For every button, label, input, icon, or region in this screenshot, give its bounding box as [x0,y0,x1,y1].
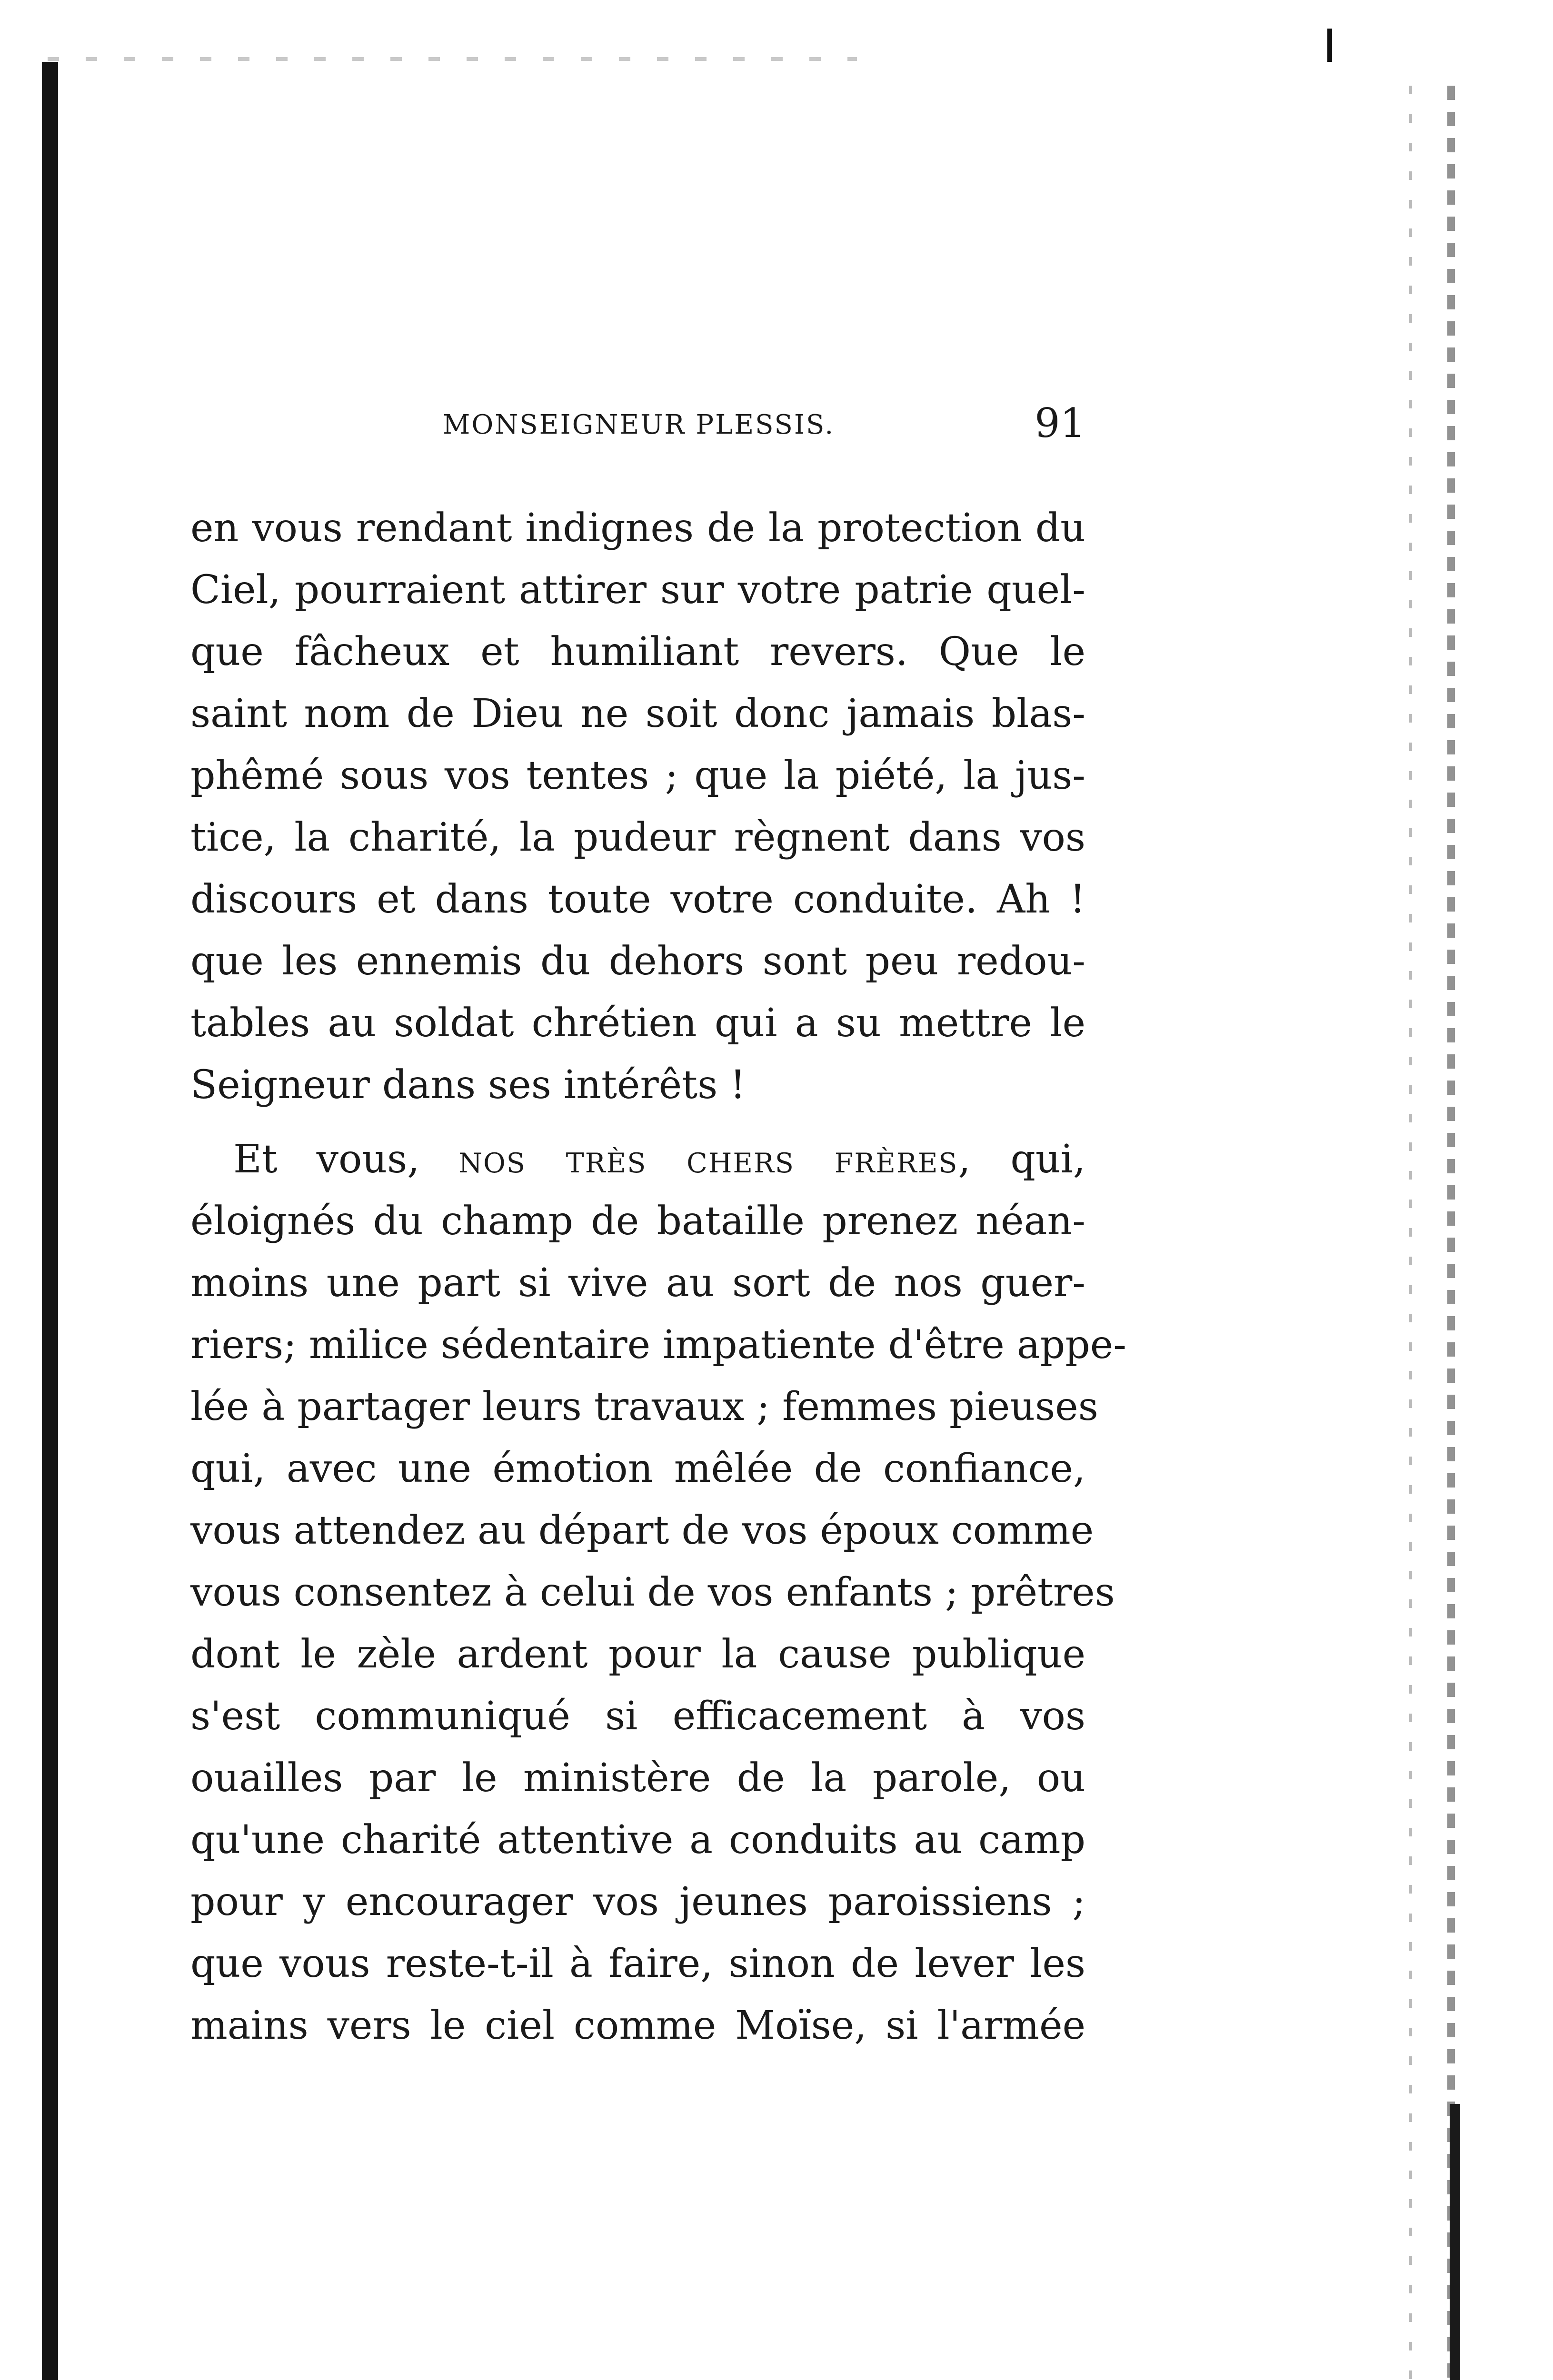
text-line: mains vers le ciel comme Moïse, si l'armée [190,2003,1085,2048]
text-line: éloignés du champ de bataille prenez néan- [190,1199,1085,1244]
scan-top-edge [48,57,857,61]
text-line: moins une part si vive au sort de nos guer- [190,1260,1085,1306]
text-line: vous attendez au départ de vos époux comme [190,1508,1094,1553]
text-line: lée à partager leurs travaux ; femmes pieuses [190,1384,1098,1429]
text-line: que vous reste-t-il à faire, sinon de lever les [190,1941,1085,1986]
text-line: ouailles par le ministère de la parole, ou [190,1755,1085,1801]
text-line: qu'une charité attentive a conduits au camp [190,1817,1085,1863]
text-line: Ciel, pourraient attirer sur votre patrie quel- [190,567,1085,613]
scan-mark [1327,29,1332,62]
paragraph-gap [190,1116,1085,1129]
paragraph-2 [190,1129,1126,2057]
text-line: saint nom de Dieu ne soit donc jamais blas- [190,691,1085,736]
scan-edge-right-inner [1409,86,1412,2380]
text-line: qui, avec une émotion mêlée de confiance, [190,1446,1085,1491]
text-line: pour y encourager vos jeunes paroissiens ; [190,1879,1085,1924]
scan-binding-edge-left [42,62,58,2380]
text-line: que fâcheux et humiliant revers. Que le [190,629,1085,674]
text-fragment: qui, [1010,1137,1085,1182]
running-title: MONSEIGNEUR PLESSIS. [443,409,835,440]
running-head [190,400,1085,457]
text-line: dont le zèle ardent pour la cause publique [190,1632,1085,1677]
text-line: riers; milice sédentaire impatiente d'être appe- [190,1322,1126,1368]
text-line: discours et dans toute votre conduite. Ah ! [190,877,1085,922]
scan-edge-right [1447,86,1455,2380]
text-line: Seigneur dans ses intérêts ! [190,1062,746,1108]
text-line-first [190,1129,1085,1190]
text-line: tice, la charité, la pudeur règnent dans vos [190,815,1085,860]
paragraph-1 [190,497,1085,1116]
text-line: phêmé sous vos tentes ; que la piété, la jus- [190,753,1085,798]
text-line: en vous rendant indignes de la protection du [190,506,1085,551]
small-caps-address: nos très chers frères, [458,1137,972,1182]
page-text [190,497,1126,2057]
page-number: 91 [1035,400,1085,446]
text-line: s'est communiqué si efficacement à vos [190,1694,1085,1739]
scan-edge-right-bar [1450,2104,1460,2380]
text-line: tables au soldat chrétien qui a su mettre le [190,1001,1085,1046]
text-line: vous consentez à celui de vos enfants ; prêtres [190,1570,1115,1615]
text-line: que les ennemis du dehors sont peu redou- [190,939,1085,984]
text-fragment: Et vous, [233,1137,420,1182]
